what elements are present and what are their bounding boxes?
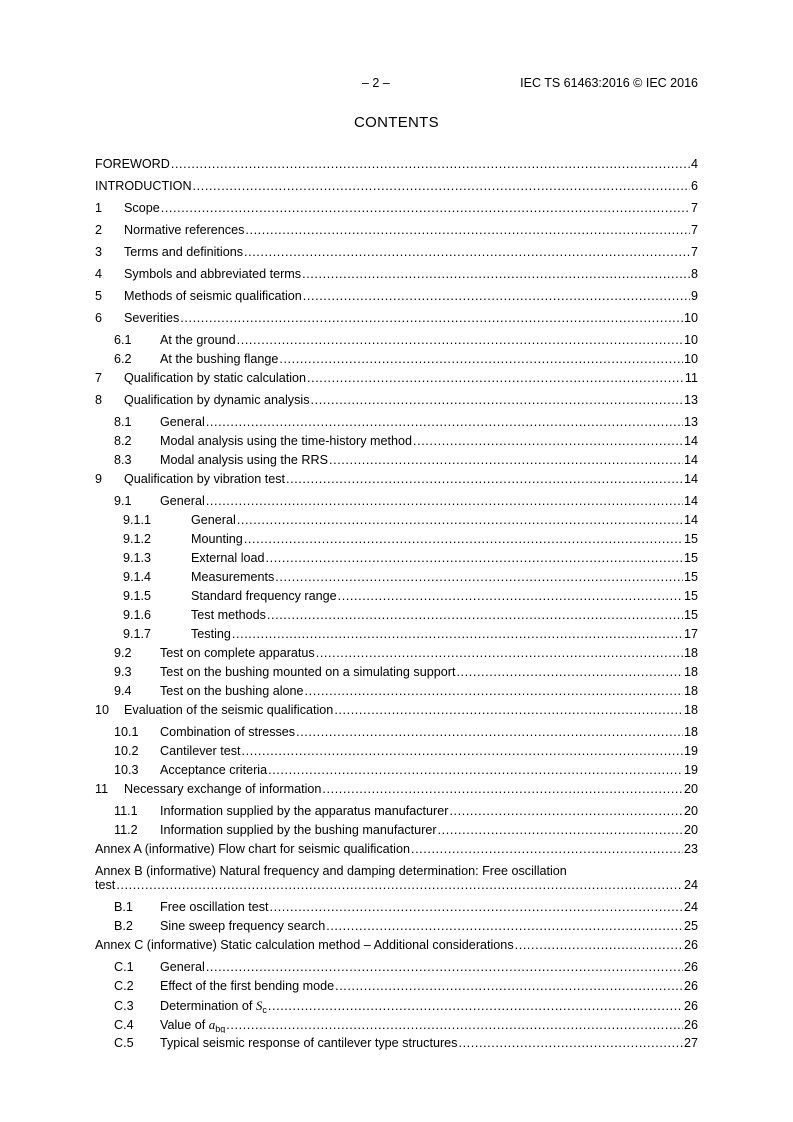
toc-entry-number: 3 [95, 245, 103, 259]
toc-entry-title: Cantilever test [160, 744, 241, 758]
toc-entry-number: 8 [95, 393, 103, 407]
toc-entry-number: 9.1.2 [123, 532, 152, 546]
toc-entry[interactable] [95, 763, 698, 779]
toc-entry-title: Mounting [191, 532, 243, 546]
toc-entry-number: 10 [95, 703, 110, 717]
toc-leader-dots [193, 179, 690, 193]
toc-entry-title: Information supplied by the bushing manufacturer [160, 823, 437, 837]
toc-page-number: 14 [683, 494, 698, 508]
toc-leader-dots [335, 979, 683, 993]
toc-leader-dots [206, 494, 683, 508]
toc-leader-dots [266, 551, 683, 565]
toc-entry-title: Typical seismic response of cantilever type structures [160, 1036, 458, 1050]
toc-page-number: 18 [683, 725, 698, 739]
toc-entry[interactable] [95, 900, 698, 916]
toc-page-number: 7 [690, 223, 698, 237]
toc-entry-title: Annex A (informative) Flow chart for seismic qualification [95, 842, 410, 856]
toc-entry-title: Test on the bushing alone [160, 684, 304, 698]
toc-entry[interactable] [95, 646, 698, 662]
toc-entry[interactable] [95, 608, 698, 624]
toc-entry-title: Information supplied by the apparatus manufacturer [160, 804, 449, 818]
page-title: CONTENTS [354, 114, 439, 131]
toc-entry-symbol: a [208, 1017, 216, 1032]
toc-entry[interactable] [95, 551, 698, 567]
toc-entry-title: General [191, 513, 236, 527]
toc-entry[interactable] [95, 1036, 698, 1052]
toc-entry-title: Acceptance criteria [160, 763, 268, 777]
toc-page-number: 15 [683, 589, 698, 603]
toc-entry[interactable] [95, 311, 698, 327]
toc-entry[interactable] [95, 513, 698, 529]
toc-entry-title: External load [191, 551, 265, 565]
toc-leader-dots [116, 878, 683, 892]
toc-page-number: 6 [690, 179, 698, 193]
toc-entry[interactable] [95, 1017, 698, 1033]
toc-entry-number: 2 [95, 223, 103, 237]
toc-leader-dots [302, 267, 690, 281]
toc-entry-number: 9.2 [114, 646, 132, 660]
toc-leader-dots [458, 1036, 683, 1050]
toc-leader-dots [322, 782, 683, 796]
toc-entry-number: 9 [95, 472, 103, 486]
toc-entry[interactable] [95, 434, 698, 450]
page-header [0, 76, 793, 92]
toc-page-number: 20 [683, 823, 698, 837]
toc-leader-dots [326, 919, 683, 933]
toc-entry-title: Severities [124, 311, 180, 325]
toc-entry-title: Testing [191, 627, 231, 641]
toc-leader-dots [316, 646, 683, 660]
toc-page-number: 7 [690, 201, 698, 215]
toc-entry[interactable] [95, 938, 698, 954]
toc-leader-dots [171, 157, 690, 171]
toc-page-number: 18 [683, 665, 698, 679]
toc-entry[interactable] [95, 179, 698, 195]
toc-entry-title: Determination of $S_c$ [160, 998, 267, 1014]
toc-entry[interactable] [95, 703, 698, 719]
toc-page-number: 9 [690, 289, 698, 303]
toc-leader-dots [305, 684, 683, 698]
toc-page-number: 15 [683, 608, 698, 622]
toc-entry[interactable] [95, 352, 698, 368]
toc-entry[interactable] [95, 371, 698, 387]
toc-entry-title: FOREWORD [95, 157, 170, 171]
toc-entry-subscript: c [262, 1005, 267, 1014]
toc-leader-dots [449, 804, 683, 818]
toc-entry[interactable] [95, 665, 698, 681]
toc-entry-title: Terms and definitions [124, 245, 244, 259]
toc-entry-number: 9.1.3 [123, 551, 152, 565]
toc-entry-title: Methods of seismic qualification [124, 289, 302, 303]
toc-entry[interactable] [95, 453, 698, 469]
toc-entry-title: General [160, 415, 205, 429]
toc-leader-dots [226, 1018, 683, 1032]
toc-leader-dots [515, 938, 683, 952]
toc-leader-dots [206, 415, 683, 429]
toc-page-number: 17 [683, 627, 698, 641]
toc-entry[interactable] [95, 333, 698, 349]
toc-leader-dots [267, 608, 683, 622]
toc-entry-number: 10.1 [114, 725, 139, 739]
toc-entry-number: 6.2 [114, 352, 132, 366]
toc-entry[interactable] [95, 589, 698, 605]
toc-entry-title: At the ground [160, 333, 236, 347]
toc-entry[interactable] [95, 919, 698, 935]
page-number: – 2 – [362, 76, 390, 90]
toc-leader-dots [338, 589, 683, 603]
toc-entry[interactable] [95, 570, 698, 586]
toc-entry-number: C.1 [114, 960, 134, 974]
toc-page-number: 10 [683, 311, 698, 325]
toc-entry-title: INTRODUCTION [95, 179, 192, 193]
toc-page-number: 15 [683, 551, 698, 565]
toc-entry-title: Necessary exchange of information [124, 782, 322, 796]
toc-leader-dots [438, 823, 683, 837]
toc-entry[interactable] [95, 415, 698, 431]
toc-leader-dots [286, 472, 683, 486]
toc-entry-title: Modal analysis using the time-history method [160, 434, 412, 448]
toc-entry-title: Qualification by static calculation [124, 371, 307, 385]
toc-entry[interactable] [95, 842, 698, 858]
toc-page-number: 26 [683, 999, 698, 1013]
toc-entry-number: 11.2 [114, 823, 138, 837]
toc-entry-title: Test on the bushing mounted on a simulating support [160, 665, 456, 679]
toc-page-number: 10 [683, 352, 698, 366]
toc-leader-dots [311, 393, 683, 407]
toc-entry-title: Test on complete apparatus [160, 646, 315, 660]
toc-entry-number: C.5 [114, 1036, 134, 1050]
toc-leader-dots [245, 223, 690, 237]
toc-page-number: 26 [683, 938, 698, 952]
toc-entry-number: B.1 [114, 900, 133, 914]
toc-entry-title: Sine sweep frequency search [160, 919, 326, 933]
toc-page-number: 7 [690, 245, 698, 259]
toc-leader-dots [270, 900, 683, 914]
toc-page-number: 24 [683, 900, 698, 914]
toc-page-number: 13 [683, 393, 698, 407]
toc-leader-dots [244, 245, 690, 259]
toc-entry-title: Annex C (informative) Static calculation method – Additional considerations [95, 938, 514, 952]
toc-entry-title: Qualification by dynamic analysis [124, 393, 310, 407]
toc-leader-dots [206, 960, 683, 974]
toc-page-number: 18 [683, 684, 698, 698]
toc-entry-number: 9.1 [114, 494, 132, 508]
toc-entry-title: Modal analysis using the RRS [160, 453, 328, 467]
toc-entry[interactable] [95, 684, 698, 700]
toc-entry[interactable] [95, 393, 698, 409]
toc-entry-number: C.3 [114, 999, 134, 1013]
toc-entry-title-continued: test [95, 878, 116, 892]
toc-entry-number: 11.1 [114, 804, 138, 818]
toc-leader-dots [180, 311, 683, 325]
toc-entry-title: Evaluation of the seismic qualification [124, 703, 334, 717]
toc-entry-number: 9.1.6 [123, 608, 152, 622]
toc-entry-title: Test methods [191, 608, 266, 622]
toc-entry[interactable] [95, 998, 698, 1014]
toc-leader-dots [411, 842, 683, 856]
toc-leader-dots [268, 999, 683, 1013]
toc-entry-number: 8.2 [114, 434, 132, 448]
toc-entry-number: 4 [95, 267, 103, 281]
toc-entry-number: 9.1.4 [123, 570, 152, 584]
toc-page-number: 26 [683, 979, 698, 993]
document-reference: IEC TS 61463:2016 © IEC 2016 [520, 76, 698, 90]
toc-entry[interactable] [95, 744, 698, 760]
toc-entry[interactable] [95, 223, 698, 239]
toc-entry-number: 10.2 [114, 744, 139, 758]
toc-leader-dots [161, 201, 690, 215]
toc-entry[interactable] [95, 823, 698, 839]
toc-entry-number: 10.3 [114, 763, 139, 777]
toc-page-number: 19 [683, 744, 698, 758]
toc-entry[interactable] [95, 532, 698, 548]
toc-entry-number: C.2 [114, 979, 134, 993]
toc-page-number: 14 [683, 453, 698, 467]
toc-entry-number: 9.1.7 [123, 627, 152, 641]
toc-entry[interactable] [95, 267, 698, 283]
toc-page-number: 26 [683, 1018, 698, 1032]
toc-entry-number: 9.4 [114, 684, 132, 698]
toc-leader-dots [307, 371, 684, 385]
toc-page-number: 26 [683, 960, 698, 974]
toc-leader-dots [244, 532, 683, 546]
toc-entry-number: 5 [95, 289, 103, 303]
toc-entry[interactable] [95, 979, 698, 995]
toc-entry-number: 1 [95, 201, 103, 215]
toc-leader-dots [242, 744, 683, 758]
toc-leader-dots [296, 725, 683, 739]
toc-entry-title: Qualification by vibration test [124, 472, 286, 486]
toc-entry-title: General [160, 494, 205, 508]
toc-entry-number: 9.1.1 [123, 513, 152, 527]
toc-entry[interactable] [95, 960, 698, 976]
toc-page-number: 4 [690, 157, 698, 171]
toc-entry-title: General [160, 960, 205, 974]
toc-page-number: 25 [683, 919, 698, 933]
toc-page-number: 11 [684, 371, 698, 385]
toc-entry[interactable] [95, 782, 698, 798]
toc-entry-subscript: bg [215, 1024, 226, 1033]
toc-entry[interactable] [95, 627, 698, 643]
toc-page-number: 15 [683, 570, 698, 584]
toc-page-number: 14 [683, 434, 698, 448]
toc-page-number: 14 [683, 513, 698, 527]
toc-entry-title: Symbols and abbreviated terms [124, 267, 302, 281]
toc-leader-dots [329, 453, 683, 467]
toc-entry-number: 7 [95, 371, 103, 385]
toc-page-number: 18 [683, 703, 698, 717]
toc-entry-title: Scope [124, 201, 160, 215]
toc-entry-number: 11 [95, 782, 109, 796]
toc-leader-dots [334, 703, 683, 717]
toc-leader-dots [268, 763, 683, 777]
toc-page-number: 19 [683, 763, 698, 777]
toc-page-number: 14 [683, 472, 698, 486]
toc-entry-title: Measurements [191, 570, 275, 584]
toc-page-number: 27 [683, 1036, 698, 1050]
toc-entry-number: 6 [95, 311, 103, 325]
toc-leader-dots [279, 352, 683, 366]
toc-page-number: 8 [690, 267, 698, 281]
toc-entry[interactable] [95, 864, 698, 894]
toc-page-number: 20 [683, 804, 698, 818]
toc-entry[interactable] [95, 472, 698, 488]
toc-entry[interactable] [95, 157, 698, 173]
toc-entry-title: Free oscillation test [160, 900, 269, 914]
toc-page-number: 13 [683, 415, 698, 429]
toc-entry-title: Normative references [124, 223, 245, 237]
toc-entry-title: Combination of stresses [160, 725, 296, 739]
toc-entry-symbol: S [255, 998, 263, 1013]
toc-leader-dots [456, 665, 683, 679]
toc-entry[interactable] [95, 494, 698, 510]
toc-entry-number: 6.1 [114, 333, 132, 347]
toc-entry-title: At the bushing flange [160, 352, 279, 366]
toc-page-number: 18 [683, 646, 698, 660]
toc-entry[interactable] [95, 289, 698, 305]
toc-entry-number: B.2 [114, 919, 133, 933]
toc-entry-title: Annex B (informative) Natural frequency and damping determination: Free oscillation [95, 864, 567, 878]
toc-page-number: 23 [683, 842, 698, 856]
toc-entry-number: 8.3 [114, 453, 132, 467]
toc-leader-dots [413, 434, 683, 448]
toc-entry[interactable] [95, 201, 698, 217]
toc-page-number: 20 [683, 782, 698, 796]
toc-entry-title: Standard frequency range [191, 589, 337, 603]
toc-entry-title: Value of $a_{bg}$ [160, 1017, 226, 1033]
toc-entry[interactable] [95, 245, 698, 261]
toc-leader-dots [237, 333, 683, 347]
toc-page-number: 24 [683, 878, 698, 892]
toc-leader-dots [232, 627, 683, 641]
toc-entry-title: Effect of the first bending mode [160, 979, 335, 993]
toc-entry-number: 8.1 [114, 415, 132, 429]
toc-entry-number: 9.1.5 [123, 589, 152, 603]
toc-entry[interactable] [95, 804, 698, 820]
table-of-contents [95, 157, 698, 1052]
toc-leader-dots [237, 513, 683, 527]
toc-leader-dots [275, 570, 683, 584]
toc-entry-number: 9.3 [114, 665, 132, 679]
toc-page-number: 15 [683, 532, 698, 546]
toc-entry[interactable] [95, 725, 698, 741]
toc-page-number: 10 [683, 333, 698, 347]
toc-entry-number: C.4 [114, 1018, 134, 1032]
toc-leader-dots [303, 289, 690, 303]
